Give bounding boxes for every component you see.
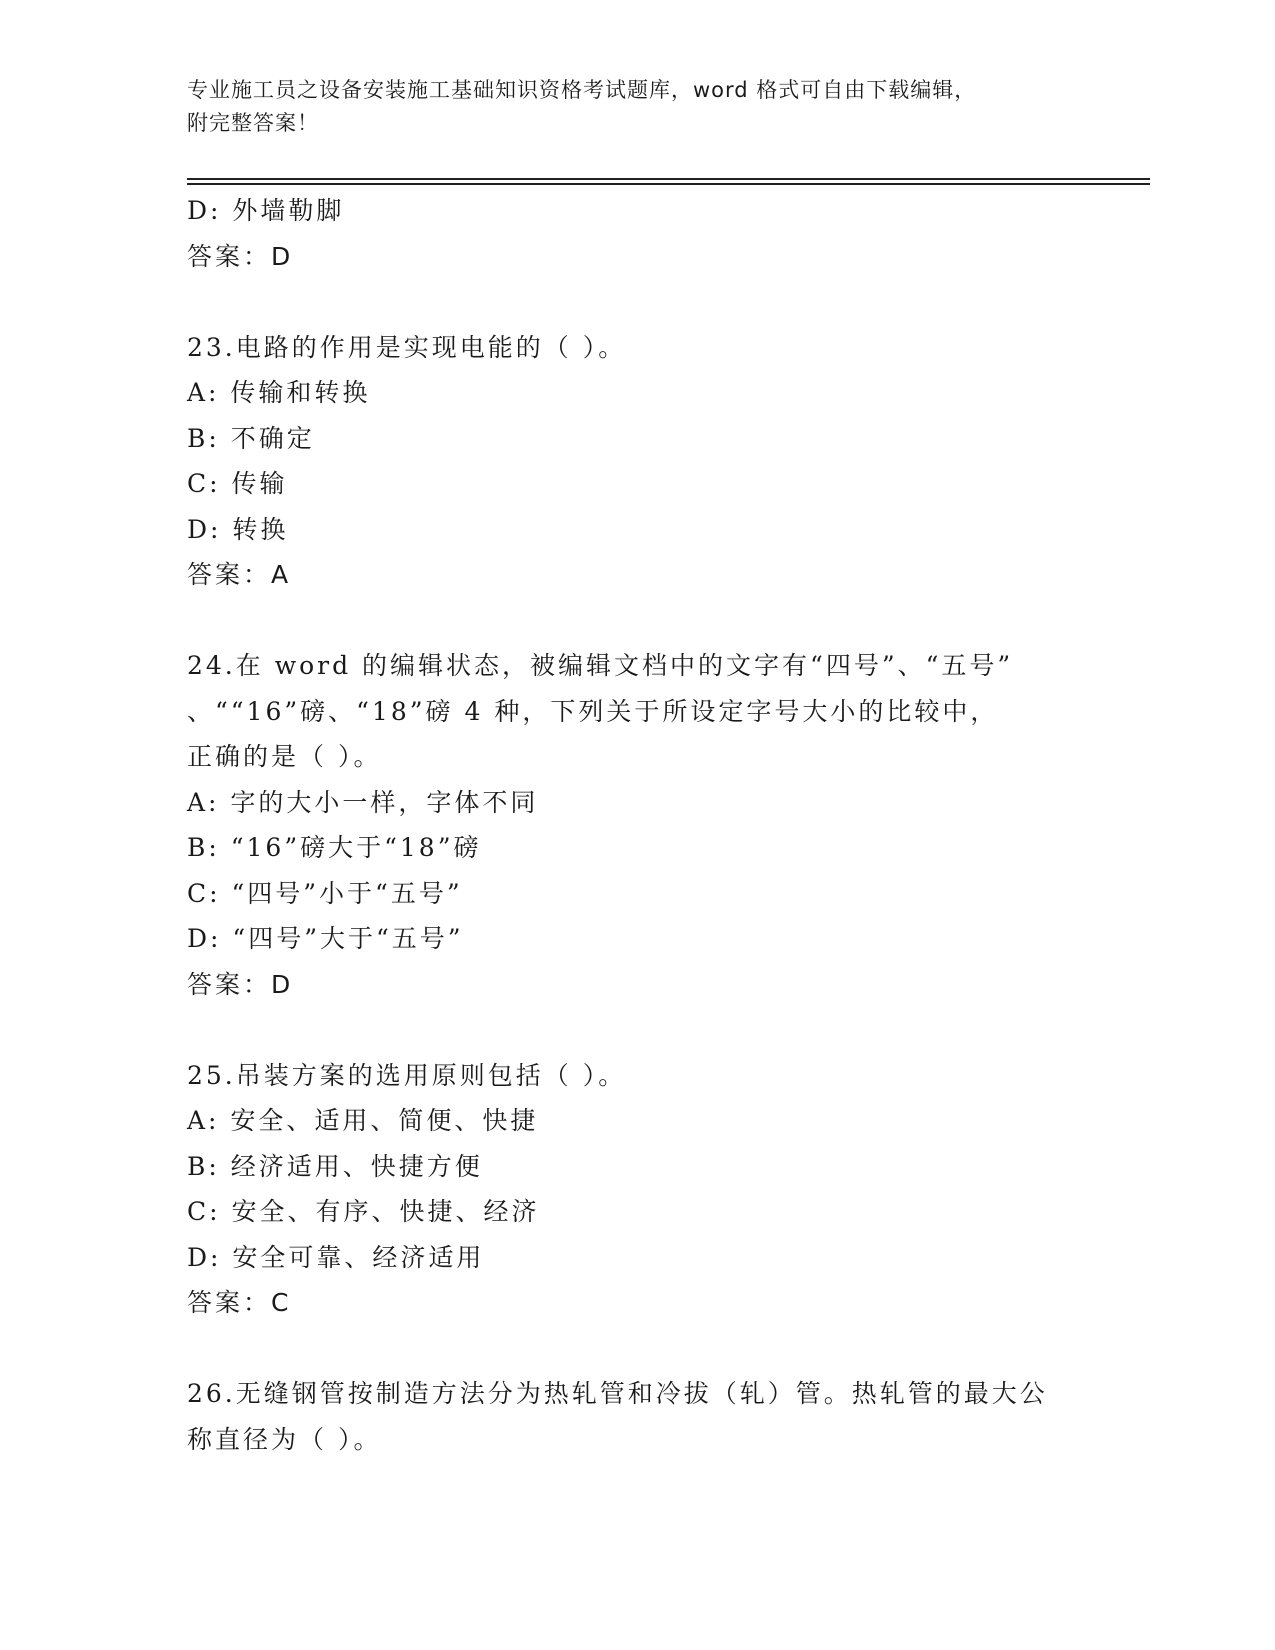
answer-line: 答案：A — [187, 560, 292, 589]
option-d: D: 外墙勒脚 — [187, 196, 345, 225]
header-title-line-2: 附完整答案！ — [187, 111, 319, 135]
option-b: B: 不确定 — [187, 423, 315, 453]
question-text: 23.电路的作用是实现电能的（ ）。 — [187, 332, 627, 362]
option-d: D: “四号”大于“五号” — [187, 924, 464, 953]
option-b: B: “16”磅大于“18”磅 — [187, 833, 482, 862]
option-c: C: “四号”小于“五号” — [187, 878, 463, 908]
question-text-line-1: 24.在 word 的编辑状态，被编辑文档中的文字有“四号”、“五号” — [187, 651, 1014, 680]
question-text-line-2: 、““16”磅、“18”磅 4 种，下列关于所设定字号大小的比较中， — [187, 696, 999, 726]
question-23 — [187, 325, 1067, 598]
option-c: C: 传输 — [187, 469, 288, 498]
answer-line: 答案：C — [187, 1288, 292, 1317]
question-text-line-3: 正确的是（ ）。 — [187, 742, 382, 771]
question-text-line-1: 26.无缝钢管按制造方法分为热轧管和冷拔（轧）管。热轧管的最大公 — [187, 1379, 1048, 1408]
question-list — [187, 188, 1067, 1462]
option-b: B: 经济适用、快捷方便 — [187, 1151, 483, 1181]
page-header — [187, 74, 1067, 140]
option-c: C: 安全、有序、快捷、经济 — [187, 1197, 540, 1226]
header-divider-top — [187, 178, 1150, 180]
option-a: A: 字的大小一样，字体不同 — [187, 787, 539, 817]
option-a: A: 传输和转换 — [187, 378, 371, 407]
previous-question-tail — [187, 188, 1067, 279]
header-divider-bottom — [187, 183, 1150, 185]
header-title-line-1: 专业施工员之设备安装施工基础知识资格考试题库，word 格式可自由下载编辑， — [187, 78, 977, 102]
option-d: D: 安全可靠、经济适用 — [187, 1242, 485, 1272]
answer-line: 答案：D — [187, 241, 294, 271]
option-d: D: 转换 — [187, 514, 289, 544]
question-text: 25.吊装方案的选用原则包括（ ）。 — [187, 1060, 627, 1090]
question-25 — [187, 1053, 1067, 1326]
question-26 — [187, 1371, 1067, 1462]
question-text-line-2: 称直径为（ ）。 — [187, 1424, 382, 1454]
option-a: A: 安全、适用、简便、快捷 — [187, 1106, 539, 1135]
answer-line: 答案：D — [187, 969, 294, 999]
question-24 — [187, 643, 1067, 1007]
